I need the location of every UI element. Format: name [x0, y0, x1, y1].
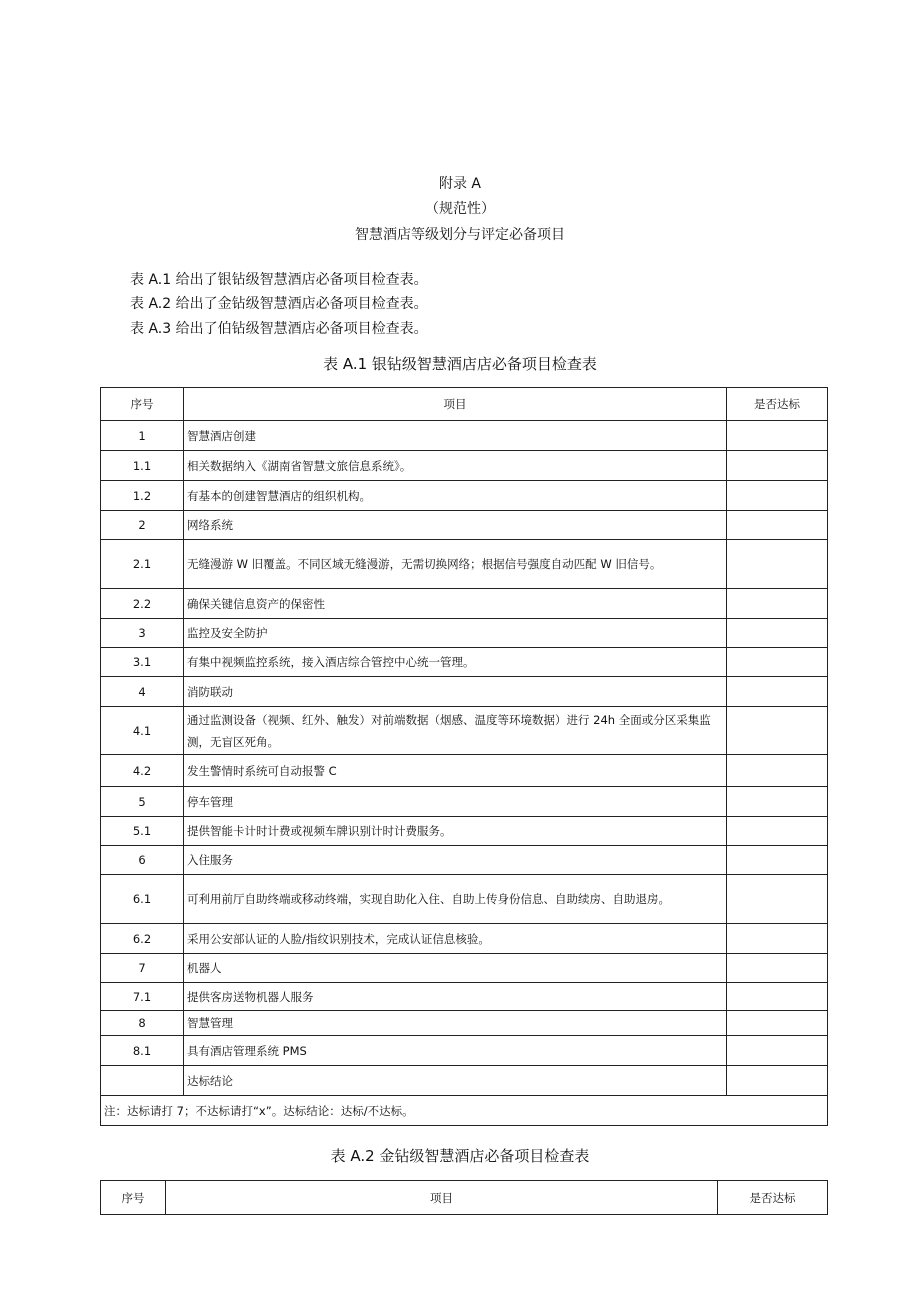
header-pass: 是否达标: [727, 388, 828, 421]
row-no: 7.1: [101, 983, 184, 1011]
row-item: 消防联动: [184, 677, 727, 707]
table-row: [101, 707, 828, 755]
row-no: 1.1: [101, 451, 184, 481]
row-item: 相关数据纳入《湖南省智慧文旅信息系统》。: [184, 451, 727, 481]
row-no: 7: [101, 954, 184, 983]
row-no: 2: [101, 511, 184, 540]
row-pass-cell: [727, 589, 828, 619]
intro-line-3: 表 A.3 给出了伯钻级智慧酒店必备项目检查表。: [130, 321, 428, 337]
table-a1-caption: 表 A.1 银钻级智慧酒店店必备项目检查表: [323, 355, 597, 373]
header-item: 项目: [166, 1181, 718, 1215]
row-pass-cell: [727, 875, 828, 924]
row-no: 8.1: [101, 1036, 184, 1066]
table-row: [101, 648, 828, 677]
row-item: 监控及安全防护: [184, 619, 727, 648]
row-pass-cell: [727, 619, 828, 648]
row-pass-cell: [727, 451, 828, 481]
row-no: 4.2: [101, 755, 184, 787]
table-row: [101, 677, 828, 707]
appendix-title: 附录 A: [438, 176, 482, 192]
row-no: 8: [101, 1011, 184, 1036]
row-item: 智慧酒店创建: [184, 421, 727, 451]
row-no: 4.1: [101, 707, 184, 755]
row-pass-cell: [727, 924, 828, 954]
row-pass-cell: [727, 787, 828, 817]
conclusion-label: 达标结论: [184, 1066, 727, 1096]
row-item: 具有酒店管理系统 PMS: [184, 1036, 727, 1066]
note-row: [101, 1096, 828, 1126]
row-no: 6.2: [101, 924, 184, 954]
row-item: 无缝漫游 W 旧覆盖。不同区域无缝漫游，无需切换网络；根据信号强度自动匹配 W 旧信号。: [184, 540, 727, 589]
row-pass-cell: [727, 540, 828, 589]
row-no: 5.1: [101, 817, 184, 846]
row-item: 入住服务: [184, 846, 727, 875]
table-a2-caption: 表 A.2 金钻级智慧酒店必备项目检查表: [330, 1147, 590, 1165]
row-item: 可利用前厅自助终端或移动终端，实现自助化入住、自助上传身份信息、自助续房、自助退房。: [184, 875, 727, 924]
row-no: 6.1: [101, 875, 184, 924]
conclusion-no-cell: [101, 1066, 184, 1096]
table-row: [101, 451, 828, 481]
intro-line-2: 表 A.2 给出了金钻级智慧酒店必备项目检查表。: [130, 296, 428, 312]
row-pass-cell: [727, 1011, 828, 1036]
row-no: 3.1: [101, 648, 184, 677]
row-pass-cell: [727, 481, 828, 511]
table-row: [101, 954, 828, 983]
row-pass-cell: [727, 1036, 828, 1066]
table-row: [101, 1036, 828, 1066]
conclusion-row: [101, 1066, 828, 1096]
row-pass-cell: [727, 511, 828, 540]
header-no: 序号: [101, 1181, 166, 1215]
table-row: [101, 619, 828, 648]
table-row: [101, 589, 828, 619]
table-row: [101, 983, 828, 1011]
table-row: [101, 1011, 828, 1036]
row-item: 有集中视频监控系统，接入酒店综合管控中心统一管理。: [184, 648, 727, 677]
row-item: 有基本的创建智慧酒店的组织机构。: [184, 481, 727, 511]
row-item: 机器人: [184, 954, 727, 983]
row-no: 4: [101, 677, 184, 707]
row-no: 2.2: [101, 589, 184, 619]
row-pass-cell: [727, 817, 828, 846]
row-pass-cell: [727, 648, 828, 677]
row-pass-cell: [727, 846, 828, 875]
row-item: 停车管理: [184, 787, 727, 817]
row-pass-cell: [727, 755, 828, 787]
header-no: 序号: [101, 388, 184, 421]
row-item: 采用公安部认证的人脸/指纹识别技术，完成认证信息核验。: [184, 924, 727, 954]
header-item: 项目: [184, 388, 727, 421]
table-row: [101, 817, 828, 846]
row-no: 3: [101, 619, 184, 648]
table-row: [101, 511, 828, 540]
row-no: 5: [101, 787, 184, 817]
row-pass-cell: [727, 707, 828, 755]
appendix-main-title: 智慧酒店等级划分与评定必备项目: [355, 227, 565, 243]
row-item: 提供客房送物机器人服务: [184, 983, 727, 1011]
table-header-row: [101, 388, 828, 421]
table-row: [101, 540, 828, 589]
row-pass-cell: [727, 954, 828, 983]
table-row: [101, 787, 828, 817]
table-row: [101, 875, 828, 924]
table-header-row: [101, 1181, 828, 1215]
row-item: 提供智能卡计时计费或视频车牌识别计时计费服务。: [184, 817, 727, 846]
row-item: 网络系统: [184, 511, 727, 540]
row-no: 6: [101, 846, 184, 875]
row-no: 1.2: [101, 481, 184, 511]
row-pass-cell: [727, 983, 828, 1011]
row-pass-cell: [727, 421, 828, 451]
row-item: 通过监测设备（视频、红外、触发）对前端数据（烟感、温度等环境数据）进行 24h 全面或分区采集监测，无盲区死角。: [184, 707, 727, 755]
intro-line-1: 表 A.1 给出了银钻级智慧酒店必备项目检查表。: [130, 272, 428, 288]
table-row: [101, 421, 828, 451]
row-no: 2.1: [101, 540, 184, 589]
table-a1: [100, 387, 828, 1126]
table-row: [101, 755, 828, 787]
header-pass: 是否达标: [718, 1181, 828, 1215]
row-no: 1: [101, 421, 184, 451]
table-row: [101, 481, 828, 511]
row-pass-cell: [727, 677, 828, 707]
table-row: [101, 924, 828, 954]
table-row: [101, 846, 828, 875]
conclusion-pass-cell: [727, 1066, 828, 1096]
table-note: 注：达标请打 7；不达标请打“x”。达标结论：达标/不达标。: [101, 1096, 828, 1126]
table-a2: [100, 1180, 828, 1215]
row-item: 智慧管理: [184, 1011, 727, 1036]
row-item: 确保关键信息资产的保密性: [184, 589, 727, 619]
row-item: 发生警情时系统可自动报警 C: [184, 755, 727, 787]
appendix-subtitle: （规范性）: [425, 201, 495, 217]
